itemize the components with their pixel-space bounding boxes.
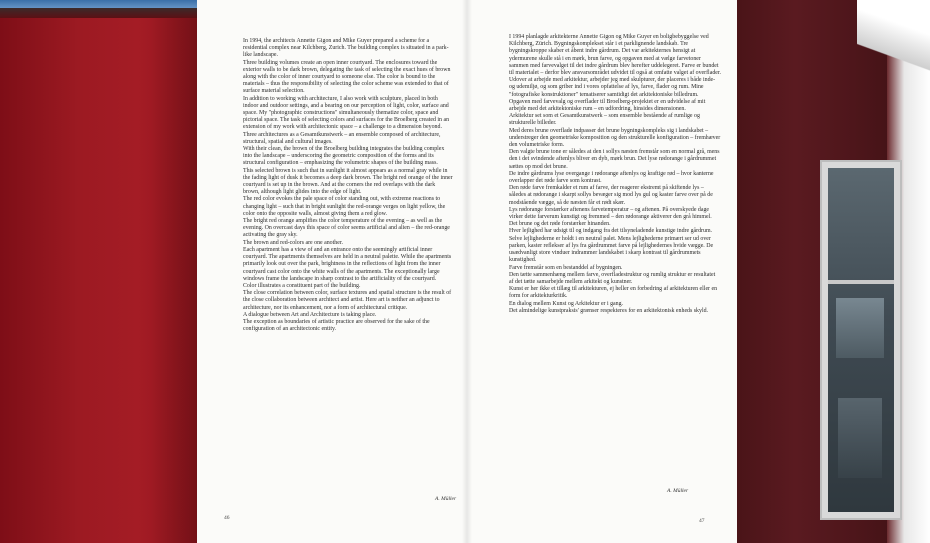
paragraph: The bright red orange amplifies the color temperature of the evening – as well as the evening. On overcast days this space of color seems artificial and alien – the red-orange activating the gray sky. xyxy=(243,218,450,239)
danish-text-column xyxy=(509,34,721,315)
page-number: 46 xyxy=(224,515,230,521)
glass-reflection xyxy=(838,398,882,478)
glass-reflection xyxy=(836,298,884,358)
window-wall-photo xyxy=(737,0,930,543)
book-gutter xyxy=(462,0,472,543)
left-page xyxy=(197,0,467,543)
paragraph: Three building volumes create an open inner courtyard. The enclosures toward the exterior walls to be dark brown, delegating the task of selecting the exact hues of brown along with the color of inner courtyard to someone else. The color is bound to the materials – thus the responsibility of selecting the color scheme was extended to that of surface material selection. xyxy=(243,59,451,95)
red-wall-photo xyxy=(0,0,197,543)
paragraph: Color illustrates a constituent part of the building. xyxy=(243,282,361,289)
eave-corner xyxy=(857,0,930,90)
paragraph: Arkitektur set som et Gesamtkunstwerk – som ensemble bestående af rumlige og strukturelle billeder. xyxy=(509,113,700,127)
paragraph: Farve fremstår som en bestanddel af bygningen. xyxy=(509,264,623,271)
paragraph: Three architectures as a Gesamtkunstwerk – an ensemble composed of architecture, structural, spatial and cultural images. xyxy=(243,131,441,145)
paragraph: Lys rødorange forstærker aftenens farvetemperatur – og aftenen. På overskyede dage virker dette farverum kunstigt og fremmed – den rødorange aktiverer den grå himmel. xyxy=(509,206,712,221)
paragraph: Med deres brune overflade indpasser det brune bygningskompleks sig i landskabet – understreger den geometriske komposition og den strukturelle konfiguration – fremhæver den volumetriske form. xyxy=(509,127,721,149)
paragraph: The brown and red-colors are one another. xyxy=(243,239,343,246)
wall-shade xyxy=(150,18,197,543)
paragraph: The red color evokes the pale space of color standing out, with extreme reactions to changing light – such that in bright sunlight the red-orange verges on light yellow, the color onto the opposite walls, almost giving them a red glow. xyxy=(243,196,446,217)
paragraph: Kunst er her ikke et tillæg til arkitekturen, ej heller en forbedring af arkitekturen eller en form for arkitekturkritik. xyxy=(509,286,718,300)
window xyxy=(820,160,902,520)
paragraph: The exception as boundaries of artistic practice are observed for the sake of the configuration of an architectonic entity. xyxy=(243,318,430,333)
roof-fascia xyxy=(0,8,197,18)
english-text-column xyxy=(243,38,453,333)
paragraph: I 1994 planlagde arkitekterne Annette Gigon og Mike Guyer en boligbebyggelse ved Kilchberg, Zürich. Bygningskomplekset står i et parklignende landskab. Tre bygningskroppe skaber et åbent indre gårdrum. Det var arkitekternes hensigt at ydermurene skulle stå i en mørk, brun farve, og opgaven med at vælge farvetoner sammen med farvevalget til det indre gårdrum blev herefter uddelegeret. Farve er bundet til materialet – derfor blev ansvarsområdet udvidet til også at omfatte valget af overflader. xyxy=(509,34,721,77)
paragraph: En dialog mellem Kunst og Arkitektur er i gang. xyxy=(509,300,624,307)
paragraph: A dialogue between Art and Architecture is taking place. xyxy=(243,311,377,318)
paragraph: This selected brown is such that in sunlight it almost appears as a normal gray while in the fading light of dusk it becomes a deep dark brown. The bright red orange of the inner courtyard is set up in the brown. And at the corners the red overlaps with the dark brown, although light glides into the edge of light. xyxy=(243,167,453,196)
paragraph: Den røde farve fremkalder et rum af farve, der reagerer ekstremt på skiftende lys – således at rødorange i skarpt sollys bevæger sig mod lys gul og kaster farve over på de modstående vægge, så de næsten får et rødt skær. xyxy=(509,185,713,206)
right-page xyxy=(467,0,737,543)
paragraph: Hver lejlighed har udsigt til og indgang fra det tilsyneladende kunstige indre gårdrum. Selve lejlighederne er holdt i en neutral palet. Mens lejlighederne primært ser ud over parken, kaster reflekser af lys fra gårdrummet farve på lejlighedernes hvide vægge. De usædvanligt store vinduer indrammer landskabet i skarp kontrast til gårdrummets kunstighed. xyxy=(509,228,714,264)
paragraph: Det almindelige kunstpraksis' grænser respekteres for en arkitektonisk enheds skyld. xyxy=(509,307,709,314)
window-glass xyxy=(828,168,894,512)
paragraph: The close correlation between color, surface textures and spatial structure is the result of the close collaboration between architect and artist. Here art is neither an adjunct to architecture, nor its enhancement, nor a form of architectural critique. xyxy=(243,290,452,311)
paragraph: Udover at arbejde med arkitektur, arbejder jeg med skulpturer, der placeres i både inde- og udemiljø, og som griber ind i vores opfattelse af lys, farve, flader og rum. Mine "fotografiske konstruktioner" tematiserer samtidigt det arkitektoniske billedrum. Opgaven med farvevalg og overflader til Broelberg-projektet er en udvidelse af mit arbejde med det arkitektoniske rum – en udfordring, hinsides dimensionen. xyxy=(509,77,716,113)
paragraph: Each apartment has a view of and an entrance onto the seemingly artificial inner courtyard. The apartments themselves are held in a neutral palette. While the apartments primarily look out over the park, brightness in the reflections of light from the inner courtyard cast color onto the white walls of the apartments. The exceptionally large windows frame the landscape in sharp contrast to the artificiality of the courtyard. xyxy=(243,246,452,282)
page-number: 47 xyxy=(699,518,705,524)
window-mullion xyxy=(828,280,894,284)
paragraph: Den valgte brune tone er således at den i sollys næsten fremstår som en normal grå, mens den i det svindende aftenlys bliver en dyb, mørk brun. Det lyse rødorange i gårdrummet sættes op mod det brune. xyxy=(509,149,720,170)
paragraph: De indre gårdrums lyse overgange i rødorange aftenlys og kraftige rød – hvor kanterne overlapper det røde farve som kontrast. xyxy=(509,170,714,185)
paragraph: In addition to working with architecture, I also work with sculpture, placed in both indoor and outdoor settings, and a bearing on our perception of light, color, surface and space. My "photographic constructions" simultaneously thematize color, space and pictorial space. The task of selecting colors and surfaces for the Broelberg created in an extension of my work with architectonic space – a challenge to a dimension beyond. xyxy=(243,95,450,131)
paragraph: Den tætte sammenhæng mellem farve, overfladestruktur og rumlig struktur er resultatet af det tætte samarbejde mellem arkitekt og kunstner. xyxy=(509,271,716,285)
paragraph: In 1994, the architects Annette Gigon and Mike Guyer prepared a scheme for a residential complex near Kilchberg, Zurich. The building complex is situated in a park-like landscape. xyxy=(243,38,449,59)
author-signature: A. Müller xyxy=(435,496,457,502)
paragraph: With their clean, the brown of the Broelberg building integrates the building complex into the landscape – underscoring the geometric composition of the forms and its structural configuration – emphasizing the volumetric shapes of the building mass. xyxy=(243,146,445,167)
paragraph: Det brune og det røde forstærker hinanden. xyxy=(509,221,611,228)
author-signature: A. Müller xyxy=(667,488,689,494)
